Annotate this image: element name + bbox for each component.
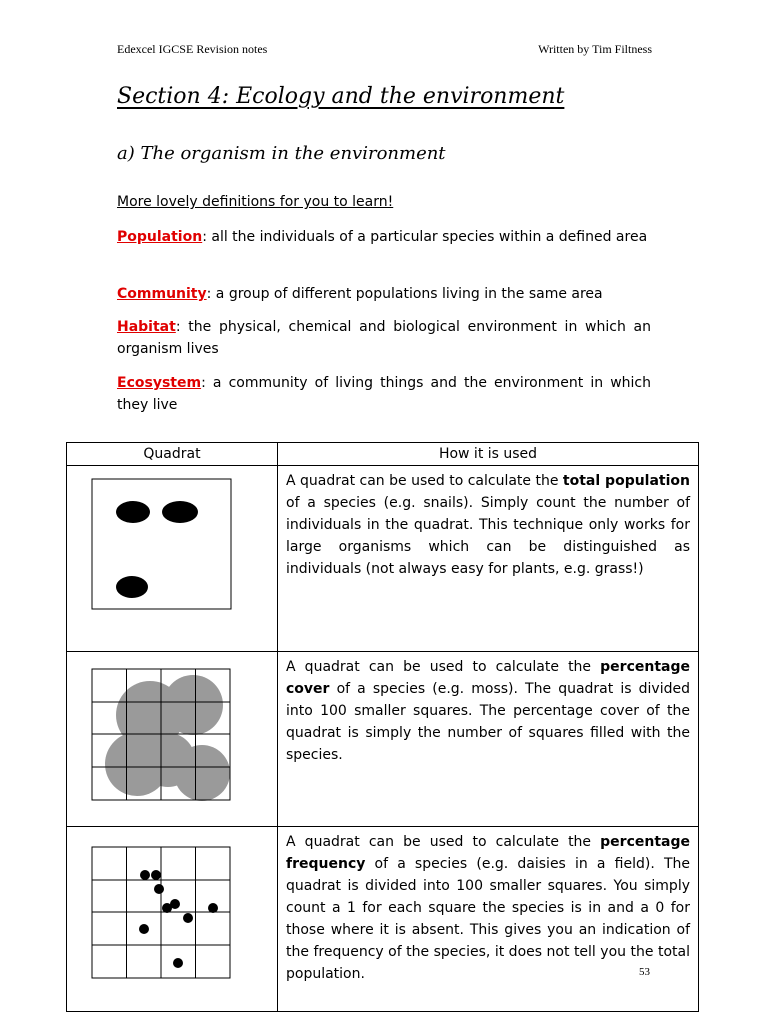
daisy-dots bbox=[139, 870, 218, 968]
usage-text: of a species (e.g. daisies in a field). The quadrat is divided into 100 smaller squares. You simply count a 1 for each square the species is in and a 0 for those where it is absent. This gives you an indication of the frequency of the species, it does not tell you the total population. bbox=[286, 856, 690, 982]
percentage-frequency-quadrat-image bbox=[67, 827, 277, 1007]
table-row bbox=[67, 827, 699, 1012]
usage-text: of a species (e.g. moss). The quadrat is divided into 100 smaller squares. The percentage cover of the quadrat is simply the number of squares filled with the species. bbox=[286, 681, 690, 763]
definition-text: : a group of different populations living in the same area bbox=[206, 286, 603, 302]
total-population-quadrat-image bbox=[67, 466, 277, 647]
quadrat-image-cell bbox=[67, 466, 278, 652]
definition-text: : all the individuals of a particular species within a defined area bbox=[202, 229, 648, 245]
column-header-quadrat: Quadrat bbox=[67, 443, 278, 466]
snail-2 bbox=[162, 501, 198, 523]
snail-1 bbox=[116, 501, 150, 523]
quadrat-image-cell bbox=[67, 652, 278, 827]
usage-keyword: total population bbox=[562, 473, 690, 489]
section-subtitle: a) The organism in the environment bbox=[117, 143, 446, 164]
usage-description bbox=[278, 466, 699, 652]
term-population: Population bbox=[117, 229, 203, 245]
table-row bbox=[67, 652, 699, 827]
term-habitat: Habitat bbox=[117, 319, 176, 335]
moss-patches bbox=[105, 675, 230, 801]
usage-text: A quadrat can be used to calculate the bbox=[286, 834, 601, 850]
quadrat-image-cell bbox=[67, 827, 278, 1012]
percentage-cover-quadrat-image bbox=[67, 652, 277, 822]
definition-community bbox=[117, 283, 651, 305]
term-community: Community bbox=[117, 286, 207, 302]
usage-text: of a species (e.g. snails). Simply count the number of individuals in the quadrat. This technique only works for large organisms which can be distinguished as individuals (not always easy for plants, e.g. grass!) bbox=[286, 495, 690, 577]
usage-description bbox=[278, 652, 699, 827]
usage-keyword: percentage cover bbox=[286, 659, 690, 697]
quadrat-grid bbox=[92, 847, 230, 978]
definition-habitat bbox=[117, 316, 651, 360]
quadrat-table bbox=[66, 442, 699, 1012]
header-right: Written by Tim Filtness bbox=[538, 42, 652, 56]
table-header-row bbox=[67, 443, 699, 466]
usage-keyword: percentage frequency bbox=[286, 834, 690, 872]
term-ecosystem: Ecosystem bbox=[117, 375, 202, 391]
usage-text: A quadrat can be used to calculate the bbox=[286, 659, 601, 675]
header-left: Edexcel IGCSE Revision notes bbox=[117, 42, 268, 56]
intro-text: More lovely definitions for you to learn! bbox=[117, 194, 394, 210]
table-row bbox=[67, 466, 699, 652]
section-title: Section 4: Ecology and the environment bbox=[117, 84, 565, 109]
definition-text: : a community of living things and the environment in which they live bbox=[117, 375, 651, 413]
snail-3 bbox=[116, 576, 148, 598]
definition-population bbox=[117, 226, 651, 248]
usage-description bbox=[278, 827, 699, 1012]
column-header-usage: How it is used bbox=[278, 443, 699, 466]
page-number: 53 bbox=[639, 966, 650, 978]
definition-ecosystem bbox=[117, 372, 651, 416]
usage-text: A quadrat can be used to calculate the bbox=[286, 473, 563, 489]
quadrat-frame bbox=[92, 479, 231, 609]
definition-text: : the physical, chemical and biological environment in which an organism lives bbox=[117, 319, 651, 357]
